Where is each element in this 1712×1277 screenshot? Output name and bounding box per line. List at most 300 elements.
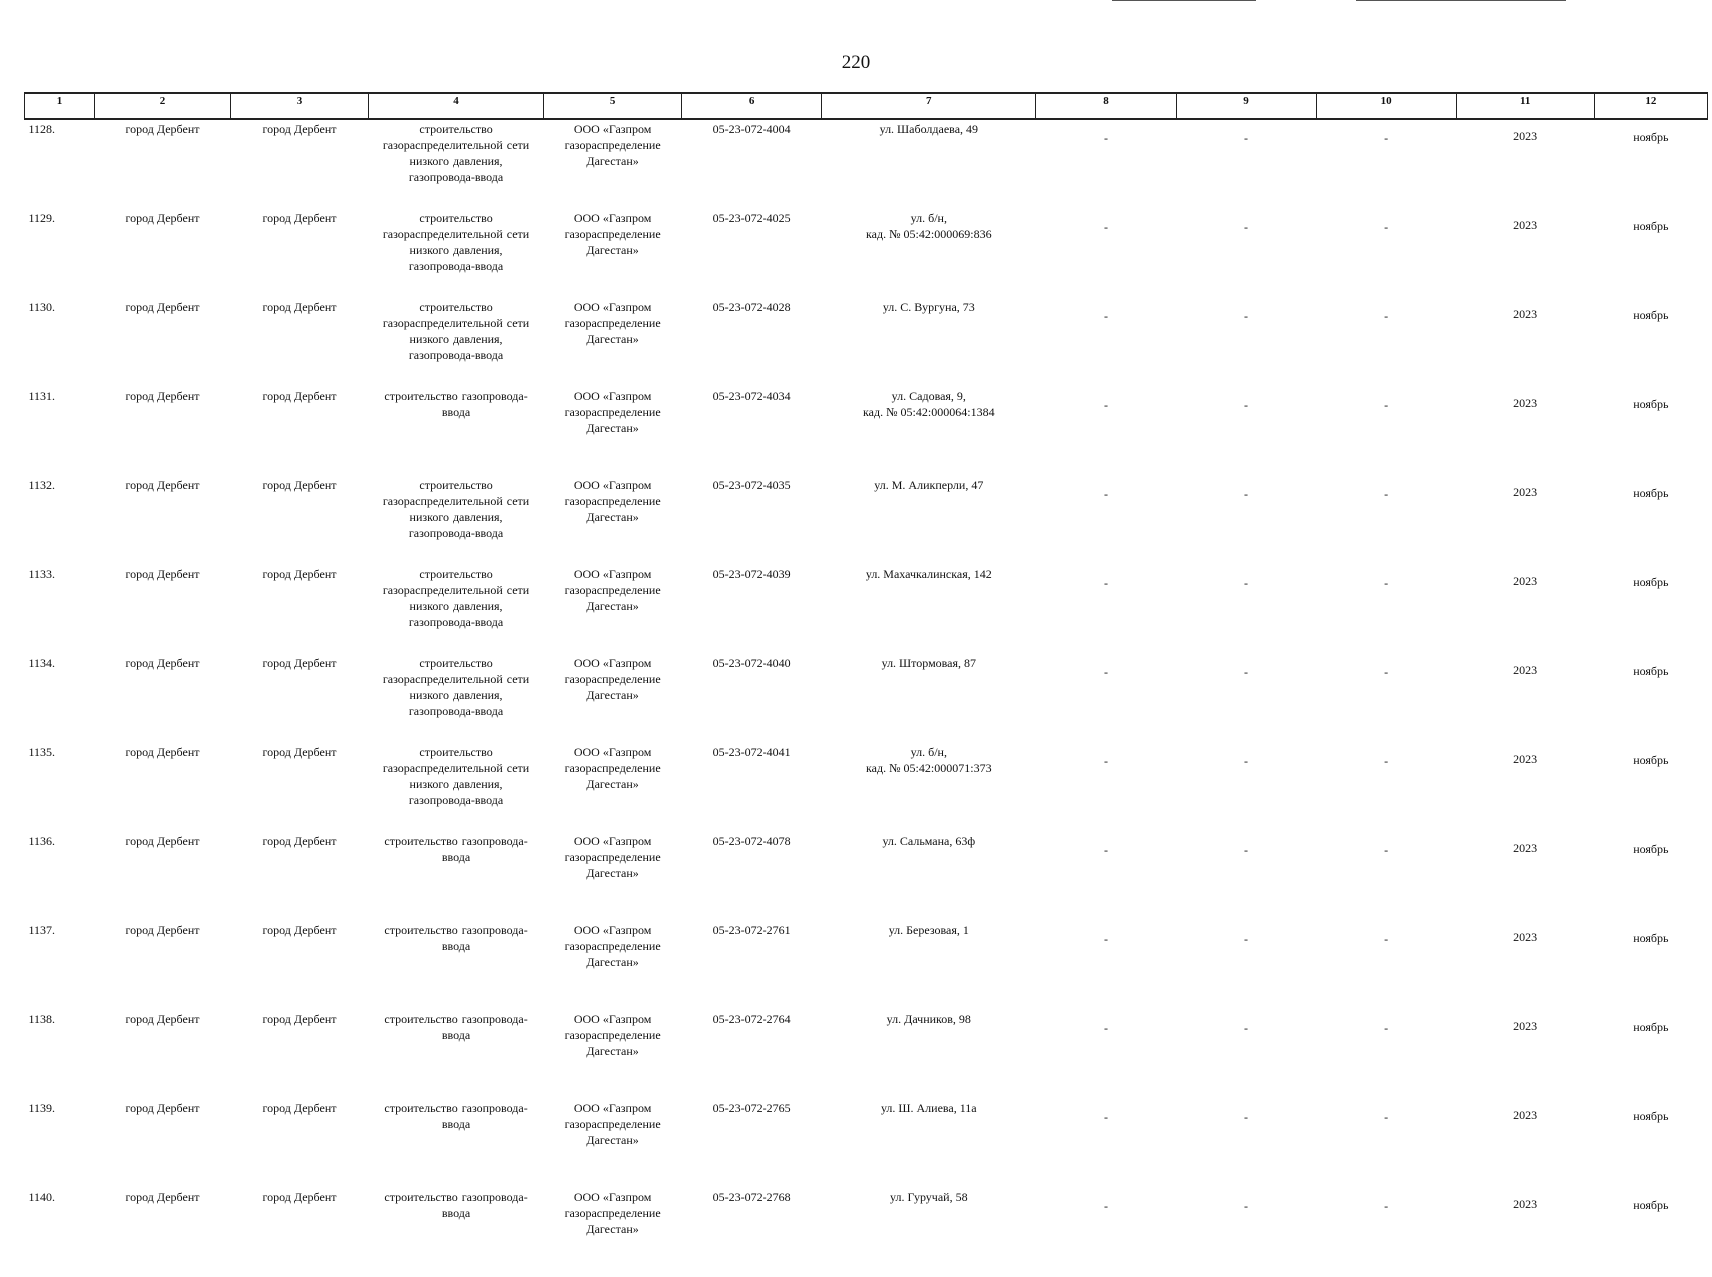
organization-cell: [544, 1188, 682, 1277]
column-10-cell-text: -: [1384, 309, 1389, 323]
month-cell-text: ноябрь: [1633, 931, 1669, 945]
work-type-cell: [369, 119, 544, 209]
table-row: [25, 1099, 1708, 1188]
settlement-cell: [230, 565, 368, 654]
registry-code-cell-text: 05-23-072-4041: [712, 745, 791, 759]
address-cell: [822, 654, 1036, 743]
settlement-cell: [230, 119, 368, 209]
table-row: [25, 209, 1708, 298]
row-number: [25, 921, 95, 1010]
column-9-cell-text: -: [1244, 220, 1249, 234]
municipality-cell: [95, 654, 231, 743]
table-row: [25, 743, 1708, 832]
month-cell-text: ноябрь: [1633, 1109, 1669, 1123]
table-body: [25, 119, 1708, 1277]
address-cell-text: ул. б/н, кад. № 05:42:000069:836: [866, 211, 992, 241]
municipality-cell-text: город Дербент: [125, 389, 200, 403]
settlement-cell: [230, 209, 368, 298]
year-cell-text: 2023: [1513, 129, 1538, 143]
column-8-cell: [1036, 1188, 1176, 1277]
work-type-cell: [369, 565, 544, 654]
column-8-cell-text: -: [1103, 1199, 1108, 1213]
table-row: [25, 832, 1708, 921]
column-9-cell: [1176, 1099, 1316, 1188]
column-8-cell-text: -: [1103, 843, 1108, 857]
work-type-cell-text: строительство газораспределительной сети низкого давления, газопровода-ввода: [382, 211, 530, 273]
table-row: [25, 1188, 1708, 1277]
column-8-cell-text: -: [1103, 220, 1108, 234]
address-cell-text: ул. Шаболдаева, 49: [879, 122, 979, 136]
organization-cell: [544, 921, 682, 1010]
column-10-cell: [1316, 1010, 1456, 1099]
month-cell-text: ноябрь: [1633, 130, 1669, 144]
municipality-cell: [95, 119, 231, 209]
column-10-cell: [1316, 832, 1456, 921]
row-number-text: 1135.: [28, 745, 56, 759]
column-8-cell: [1036, 565, 1176, 654]
column-9-cell: [1176, 565, 1316, 654]
month-cell: [1594, 119, 1707, 209]
municipality-cell: [95, 565, 231, 654]
column-header: 4: [369, 93, 544, 119]
column-10-cell-text: -: [1384, 754, 1389, 768]
address-cell-text: ул. С. Вургуна, 73: [882, 300, 975, 314]
column-10-cell-text: -: [1384, 665, 1389, 679]
work-type-cell-text: строительство газораспределительной сети низкого давления, газопровода-ввода: [382, 567, 530, 629]
registry-code-cell-text: 05-23-072-2765: [712, 1101, 791, 1115]
month-cell: [1594, 1188, 1707, 1277]
organization-cell-text: ООО «Газпром газораспределение Дагестан»: [564, 1190, 661, 1236]
registry-code-cell: [682, 476, 822, 565]
municipality-cell-text: город Дербент: [125, 478, 200, 492]
registry-code-cell-text: 05-23-072-4039: [712, 567, 791, 581]
municipality-cell: [95, 1010, 231, 1099]
municipality-cell: [95, 298, 231, 387]
column-10-cell-text: -: [1384, 932, 1389, 946]
registry-code-cell-text: 05-23-072-4078: [712, 834, 791, 848]
column-8-cell: [1036, 476, 1176, 565]
column-9-cell-text: -: [1244, 1199, 1249, 1213]
address-cell-text: ул. Сальмана, 63ф: [882, 834, 976, 848]
table-row: [25, 476, 1708, 565]
table-row: [25, 921, 1708, 1010]
address-cell: [822, 298, 1036, 387]
registry-code-cell: [682, 1010, 822, 1099]
column-10-cell: [1316, 921, 1456, 1010]
year-cell-text: 2023: [1513, 752, 1538, 766]
registry-code-cell-text: 05-23-072-2768: [712, 1190, 791, 1204]
row-number: [25, 743, 95, 832]
settlement-cell-text: город Дербент: [262, 478, 337, 492]
column-header: 7: [822, 93, 1036, 119]
organization-cell-text: ООО «Газпром газораспределение Дагестан»: [564, 478, 661, 524]
address-cell-text: ул. Садовая, 9, кад. № 05:42:000064:1384: [863, 389, 995, 419]
municipality-cell: [95, 1099, 231, 1188]
month-cell-text: ноябрь: [1633, 219, 1669, 233]
month-cell-text: ноябрь: [1633, 1020, 1669, 1034]
work-type-cell-text: строительство газопровода- ввода: [384, 1190, 528, 1220]
column-10-cell: [1316, 387, 1456, 476]
municipality-cell: [95, 743, 231, 832]
row-number-text: 1138.: [28, 1012, 56, 1026]
organization-cell-text: ООО «Газпром газораспределение Дагестан»: [564, 122, 661, 168]
municipality-cell: [95, 387, 231, 476]
column-header: 12: [1594, 93, 1707, 119]
registry-code-cell: [682, 387, 822, 476]
column-8-cell: [1036, 654, 1176, 743]
municipality-cell: [95, 476, 231, 565]
settlement-cell: [230, 832, 368, 921]
column-10-cell: [1316, 298, 1456, 387]
column-9-cell-text: -: [1244, 131, 1249, 145]
row-number-text: 1136.: [28, 834, 56, 848]
column-9-cell: [1176, 119, 1316, 209]
row-number-text: 1132.: [28, 478, 56, 492]
row-number: [25, 298, 95, 387]
column-9-cell: [1176, 387, 1316, 476]
column-10-cell-text: -: [1384, 843, 1389, 857]
settlement-cell: [230, 921, 368, 1010]
column-9-cell-text: -: [1244, 1110, 1249, 1124]
column-9-cell-text: -: [1244, 1021, 1249, 1035]
year-cell: [1456, 209, 1594, 298]
settlement-cell-text: город Дербент: [262, 122, 337, 136]
column-9-cell: [1176, 743, 1316, 832]
year-cell-text: 2023: [1513, 1108, 1538, 1122]
municipality-cell: [95, 1188, 231, 1277]
month-cell-text: ноябрь: [1633, 397, 1669, 411]
year-cell-text: 2023: [1513, 841, 1538, 855]
address-cell: [822, 209, 1036, 298]
table-row: [25, 387, 1708, 476]
row-number: [25, 1188, 95, 1277]
page-number: 220: [841, 52, 871, 73]
column-10-cell: [1316, 743, 1456, 832]
registry-code-cell-text: 05-23-072-4028: [712, 300, 791, 314]
year-cell-text: 2023: [1513, 307, 1538, 321]
organization-cell-text: ООО «Газпром газораспределение Дагестан»: [564, 745, 661, 791]
month-cell: [1594, 1099, 1707, 1188]
settlement-cell-text: город Дербент: [262, 923, 337, 937]
work-type-cell-text: строительство газораспределительной сети низкого давления, газопровода-ввода: [382, 300, 530, 362]
year-cell: [1456, 565, 1594, 654]
address-cell: [822, 476, 1036, 565]
year-cell: [1456, 1099, 1594, 1188]
registry-code-cell-text: 05-23-072-2761: [712, 923, 791, 937]
table-header: [25, 93, 1708, 119]
registry-code-cell: [682, 1188, 822, 1277]
column-9-cell: [1176, 832, 1316, 921]
column-9-cell-text: -: [1244, 932, 1249, 946]
year-cell: [1456, 1010, 1594, 1099]
registry-code-cell-text: 05-23-072-4035: [712, 478, 791, 492]
row-number: [25, 565, 95, 654]
table-row: [25, 565, 1708, 654]
registry-code-cell-text: 05-23-072-4025: [712, 211, 791, 225]
year-cell: [1456, 921, 1594, 1010]
column-10-cell: [1316, 1099, 1456, 1188]
year-cell-text: 2023: [1513, 396, 1538, 410]
column-8-cell-text: -: [1103, 665, 1108, 679]
registry-code-cell: [682, 921, 822, 1010]
column-8-cell: [1036, 387, 1176, 476]
registry-code-cell: [682, 209, 822, 298]
year-cell-text: 2023: [1513, 663, 1538, 677]
year-cell-text: 2023: [1513, 1019, 1538, 1033]
municipality-cell-text: город Дербент: [125, 1190, 200, 1204]
organization-cell: [544, 1010, 682, 1099]
registry-code-cell: [682, 298, 822, 387]
address-cell: [822, 743, 1036, 832]
year-cell-text: 2023: [1513, 485, 1538, 499]
registry-code-cell: [682, 832, 822, 921]
column-10-cell-text: -: [1384, 220, 1389, 234]
municipality-cell: [95, 209, 231, 298]
column-9-cell-text: -: [1244, 576, 1249, 590]
row-number: [25, 1010, 95, 1099]
year-cell-text: 2023: [1513, 574, 1538, 588]
settlement-cell: [230, 743, 368, 832]
organization-cell: [544, 565, 682, 654]
municipality-cell-text: город Дербент: [125, 923, 200, 937]
municipality-cell-text: город Дербент: [125, 300, 200, 314]
column-10-cell-text: -: [1384, 1199, 1389, 1213]
organization-cell-text: ООО «Газпром газораспределение Дагестан»: [564, 300, 661, 346]
column-8-cell: [1036, 209, 1176, 298]
column-10-cell: [1316, 1188, 1456, 1277]
month-cell: [1594, 209, 1707, 298]
organization-cell-text: ООО «Газпром газораспределение Дагестан»: [564, 211, 661, 257]
month-cell: [1594, 1010, 1707, 1099]
month-cell: [1594, 921, 1707, 1010]
column-8-cell: [1036, 921, 1176, 1010]
column-9-cell-text: -: [1244, 398, 1249, 412]
column-9-cell: [1176, 209, 1316, 298]
settlement-cell-text: город Дербент: [262, 745, 337, 759]
column-8-cell-text: -: [1103, 309, 1108, 323]
row-number: [25, 1099, 95, 1188]
column-10-cell-text: -: [1384, 576, 1389, 590]
address-cell-text: ул. б/н, кад. № 05:42:000071:373: [866, 745, 992, 775]
organization-cell-text: ООО «Газпром газораспределение Дагестан»: [564, 567, 661, 613]
column-9-cell: [1176, 476, 1316, 565]
year-cell-text: 2023: [1513, 930, 1538, 944]
work-type-cell: [369, 921, 544, 1010]
table-row: [25, 1010, 1708, 1099]
organization-cell: [544, 832, 682, 921]
work-type-cell-text: строительство газораспределительной сети низкого давления, газопровода-ввода: [382, 745, 530, 807]
column-10-cell-text: -: [1384, 1110, 1389, 1124]
address-cell-text: ул. Дачников, 98: [886, 1012, 971, 1026]
registry-code-cell-text: 05-23-072-4004: [712, 122, 791, 136]
settlement-cell-text: город Дербент: [262, 567, 337, 581]
column-header: 8: [1036, 93, 1176, 119]
organization-cell: [544, 119, 682, 209]
municipality-cell: [95, 832, 231, 921]
organization-cell: [544, 387, 682, 476]
registry-code-cell: [682, 1099, 822, 1188]
municipality-cell-text: город Дербент: [125, 122, 200, 136]
address-cell: [822, 1010, 1036, 1099]
column-10-cell: [1316, 209, 1456, 298]
organization-cell: [544, 476, 682, 565]
column-8-cell-text: -: [1103, 932, 1108, 946]
settlement-cell-text: город Дербент: [262, 834, 337, 848]
address-cell: [822, 119, 1036, 209]
organization-cell-text: ООО «Газпром газораспределение Дагестан»: [564, 923, 661, 969]
address-cell: [822, 832, 1036, 921]
month-cell-text: ноябрь: [1633, 842, 1669, 856]
row-number-text: 1130.: [28, 300, 56, 314]
address-cell-text: ул. М. Аликперли, 47: [874, 478, 984, 492]
settlement-cell: [230, 387, 368, 476]
registry-code-cell-text: 05-23-072-2764: [712, 1012, 791, 1026]
column-10-cell-text: -: [1384, 1021, 1389, 1035]
work-type-cell: [369, 1188, 544, 1277]
registry-code-cell-text: 05-23-072-4034: [712, 389, 791, 403]
settlement-cell: [230, 476, 368, 565]
municipality-cell-text: город Дербент: [125, 745, 200, 759]
settlement-cell-text: город Дербент: [262, 389, 337, 403]
settlement-cell-text: город Дербент: [262, 1101, 337, 1115]
month-cell: [1594, 832, 1707, 921]
municipality-cell-text: город Дербент: [125, 1101, 200, 1115]
registry-code-cell-text: 05-23-072-4040: [712, 656, 791, 670]
column-header: 1: [25, 93, 95, 119]
row-number: [25, 654, 95, 743]
row-number-text: 1131.: [28, 389, 56, 403]
column-header: 6: [682, 93, 822, 119]
work-type-cell: [369, 476, 544, 565]
settlement-cell: [230, 1010, 368, 1099]
column-header: 3: [230, 93, 368, 119]
column-8-cell-text: -: [1103, 1021, 1108, 1035]
month-cell: [1594, 743, 1707, 832]
year-cell-text: 2023: [1513, 1197, 1538, 1211]
month-cell: [1594, 654, 1707, 743]
column-9-cell-text: -: [1244, 487, 1249, 501]
organization-cell-text: ООО «Газпром газораспределение Дагестан»: [564, 1012, 661, 1058]
scan-edge-line: [1112, 0, 1256, 1]
settlement-cell: [230, 654, 368, 743]
column-8-cell-text: -: [1103, 487, 1108, 501]
organization-cell: [544, 654, 682, 743]
work-type-cell-text: строительство газораспределительной сети низкого давления, газопровода-ввода: [382, 656, 530, 718]
row-number-text: 1129.: [28, 211, 56, 225]
address-cell: [822, 565, 1036, 654]
column-10-cell-text: -: [1384, 398, 1389, 412]
settlement-cell: [230, 298, 368, 387]
column-10-cell-text: -: [1384, 131, 1389, 145]
work-type-cell-text: строительство газопровода- ввода: [384, 1101, 528, 1131]
column-8-cell-text: -: [1103, 398, 1108, 412]
work-type-cell: [369, 743, 544, 832]
municipality-cell: [95, 921, 231, 1010]
column-9-cell: [1176, 1010, 1316, 1099]
organization-cell: [544, 1099, 682, 1188]
column-8-cell-text: -: [1103, 576, 1108, 590]
work-type-cell: [369, 387, 544, 476]
work-type-cell-text: строительство газопровода- ввода: [384, 1012, 528, 1042]
column-8-cell: [1036, 119, 1176, 209]
organization-cell-text: ООО «Газпром газораспределение Дагестан»: [564, 389, 661, 435]
column-10-cell-text: -: [1384, 487, 1389, 501]
column-8-cell: [1036, 832, 1176, 921]
year-cell: [1456, 119, 1594, 209]
settlement-cell-text: город Дербент: [262, 211, 337, 225]
address-cell-text: ул. Гуручай, 58: [890, 1190, 968, 1204]
row-number-text: 1140.: [28, 1190, 56, 1204]
column-8-cell: [1036, 1099, 1176, 1188]
column-9-cell-text: -: [1244, 754, 1249, 768]
year-cell: [1456, 298, 1594, 387]
row-number-text: 1134.: [28, 656, 56, 670]
settlement-cell-text: город Дербент: [262, 656, 337, 670]
organization-cell: [544, 209, 682, 298]
address-cell: [822, 1188, 1036, 1277]
address-cell-text: ул. Махачкалинская, 142: [865, 567, 992, 581]
year-cell: [1456, 1188, 1594, 1277]
year-cell: [1456, 387, 1594, 476]
column-9-cell-text: -: [1244, 665, 1249, 679]
address-cell: [822, 921, 1036, 1010]
column-10-cell: [1316, 565, 1456, 654]
month-cell-text: ноябрь: [1633, 575, 1669, 589]
work-type-cell-text: строительство газопровода- ввода: [384, 923, 528, 953]
year-cell: [1456, 654, 1594, 743]
column-8-cell: [1036, 743, 1176, 832]
address-cell-text: ул. Березовая, 1: [888, 923, 969, 937]
column-8-cell-text: -: [1103, 131, 1108, 145]
organization-cell-text: ООО «Газпром газораспределение Дагестан»: [564, 834, 661, 880]
month-cell: [1594, 565, 1707, 654]
address-cell-text: ул. Штормовая, 87: [881, 656, 977, 670]
row-number-text: 1137.: [28, 923, 56, 937]
municipality-cell-text: город Дербент: [125, 567, 200, 581]
work-type-cell: [369, 209, 544, 298]
municipality-cell-text: город Дербент: [125, 211, 200, 225]
row-number-text: 1133.: [28, 567, 56, 581]
year-cell: [1456, 743, 1594, 832]
column-8-cell: [1036, 298, 1176, 387]
organization-cell-text: ООО «Газпром газораспределение Дагестан»: [564, 1101, 661, 1147]
column-8-cell: [1036, 1010, 1176, 1099]
address-cell: [822, 1099, 1036, 1188]
column-10-cell: [1316, 476, 1456, 565]
column-9-cell: [1176, 654, 1316, 743]
settlement-cell-text: город Дербент: [262, 300, 337, 314]
organization-cell: [544, 743, 682, 832]
municipality-cell-text: город Дербент: [125, 834, 200, 848]
row-number: [25, 832, 95, 921]
scan-edge-line: [1356, 0, 1566, 1]
registry-code-cell: [682, 743, 822, 832]
registry-code-cell: [682, 654, 822, 743]
header-row: [25, 93, 1708, 119]
row-number: [25, 119, 95, 209]
month-cell: [1594, 476, 1707, 565]
column-9-cell-text: -: [1244, 843, 1249, 857]
work-type-cell: [369, 1099, 544, 1188]
work-type-cell: [369, 832, 544, 921]
registry-code-cell: [682, 119, 822, 209]
settlement-cell-text: город Дербент: [262, 1190, 337, 1204]
column-10-cell: [1316, 119, 1456, 209]
municipality-cell-text: город Дербент: [125, 1012, 200, 1026]
month-cell: [1594, 298, 1707, 387]
month-cell-text: ноябрь: [1633, 664, 1669, 678]
organization-cell: [544, 298, 682, 387]
